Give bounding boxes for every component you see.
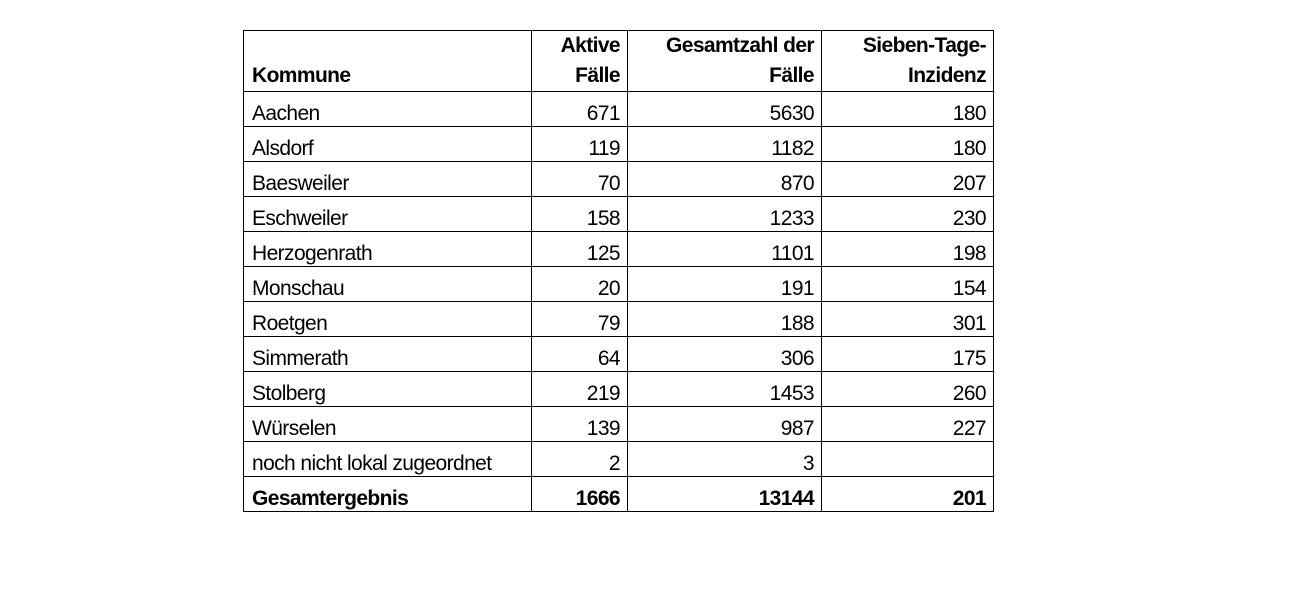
table-row bbox=[244, 302, 994, 337]
cell-gesamt: 1233 bbox=[628, 197, 822, 232]
cell-gesamt: 191 bbox=[628, 267, 822, 302]
cell-inzidenz: 207 bbox=[822, 162, 994, 197]
cell-kommune: Herzogenrath bbox=[244, 232, 532, 267]
covid-cases-table bbox=[243, 30, 994, 512]
cell-gesamt: 188 bbox=[628, 302, 822, 337]
table-row bbox=[244, 197, 994, 232]
cell-aktive: 64 bbox=[532, 337, 628, 372]
cell-gesamt: 987 bbox=[628, 407, 822, 442]
header-inzidenz-line1: Sieben-Tage- bbox=[862, 34, 986, 57]
total-row bbox=[244, 477, 994, 512]
table-row bbox=[244, 442, 994, 477]
cell-kommune: Simmerath bbox=[244, 337, 532, 372]
table-row bbox=[244, 162, 994, 197]
cell-kommune: Eschweiler bbox=[244, 197, 532, 232]
cell-aktive: 79 bbox=[532, 302, 628, 337]
cell-aktive: 125 bbox=[532, 232, 628, 267]
cell-inzidenz: 198 bbox=[822, 232, 994, 267]
cell-kommune: Roetgen bbox=[244, 302, 532, 337]
cell-aktive: 671 bbox=[532, 92, 628, 127]
cell-aktive: 219 bbox=[532, 372, 628, 407]
cell-aktive: 2 bbox=[532, 442, 628, 477]
header-inzidenz bbox=[822, 31, 994, 92]
cell-aktive: 139 bbox=[532, 407, 628, 442]
header-gesamtzahl bbox=[628, 31, 822, 92]
table-row bbox=[244, 407, 994, 442]
cell-gesamt: 1182 bbox=[628, 127, 822, 162]
total-label: Gesamtergebnis bbox=[244, 477, 532, 512]
table-row bbox=[244, 267, 994, 302]
total-gesamt: 13144 bbox=[628, 477, 822, 512]
cell-aktive: 119 bbox=[532, 127, 628, 162]
cell-gesamt: 870 bbox=[628, 162, 822, 197]
cell-kommune: Würselen bbox=[244, 407, 532, 442]
cell-inzidenz: 180 bbox=[822, 92, 994, 127]
cell-kommune: noch nicht lokal zugeordnet bbox=[244, 442, 532, 477]
cell-inzidenz: 227 bbox=[822, 407, 994, 442]
cell-inzidenz: 180 bbox=[822, 127, 994, 162]
cell-aktive: 70 bbox=[532, 162, 628, 197]
header-inzidenz-line2: Inzidenz bbox=[907, 64, 986, 87]
header-row bbox=[244, 31, 994, 92]
header-gesamt-line1: Gesamtzahl der bbox=[666, 34, 814, 57]
cell-inzidenz: 175 bbox=[822, 337, 994, 372]
total-inzidenz: 201 bbox=[822, 477, 994, 512]
header-aktive-line1: Aktive bbox=[560, 34, 620, 57]
table-row bbox=[244, 372, 994, 407]
header-kommune: Kommune bbox=[244, 31, 532, 92]
cell-aktive: 20 bbox=[532, 267, 628, 302]
cell-gesamt: 3 bbox=[628, 442, 822, 477]
table-row bbox=[244, 232, 994, 267]
cell-gesamt: 306 bbox=[628, 337, 822, 372]
cell-kommune: Alsdorf bbox=[244, 127, 532, 162]
cell-inzidenz: 301 bbox=[822, 302, 994, 337]
total-aktive: 1666 bbox=[532, 477, 628, 512]
cell-kommune: Aachen bbox=[244, 92, 532, 127]
cell-kommune: Stolberg bbox=[244, 372, 532, 407]
table-row bbox=[244, 92, 994, 127]
cell-gesamt: 5630 bbox=[628, 92, 822, 127]
table-row bbox=[244, 337, 994, 372]
cell-inzidenz: 260 bbox=[822, 372, 994, 407]
header-aktive-faelle bbox=[532, 31, 628, 92]
header-gesamt-line2: Fälle bbox=[769, 64, 814, 87]
cell-inzidenz bbox=[822, 442, 994, 477]
header-aktive-line2: Fälle bbox=[575, 64, 620, 87]
table-row bbox=[244, 127, 994, 162]
cell-kommune: Monschau bbox=[244, 267, 532, 302]
cell-inzidenz: 230 bbox=[822, 197, 994, 232]
cell-aktive: 158 bbox=[532, 197, 628, 232]
cell-kommune: Baesweiler bbox=[244, 162, 532, 197]
cell-gesamt: 1453 bbox=[628, 372, 822, 407]
cell-gesamt: 1101 bbox=[628, 232, 822, 267]
cell-inzidenz: 154 bbox=[822, 267, 994, 302]
